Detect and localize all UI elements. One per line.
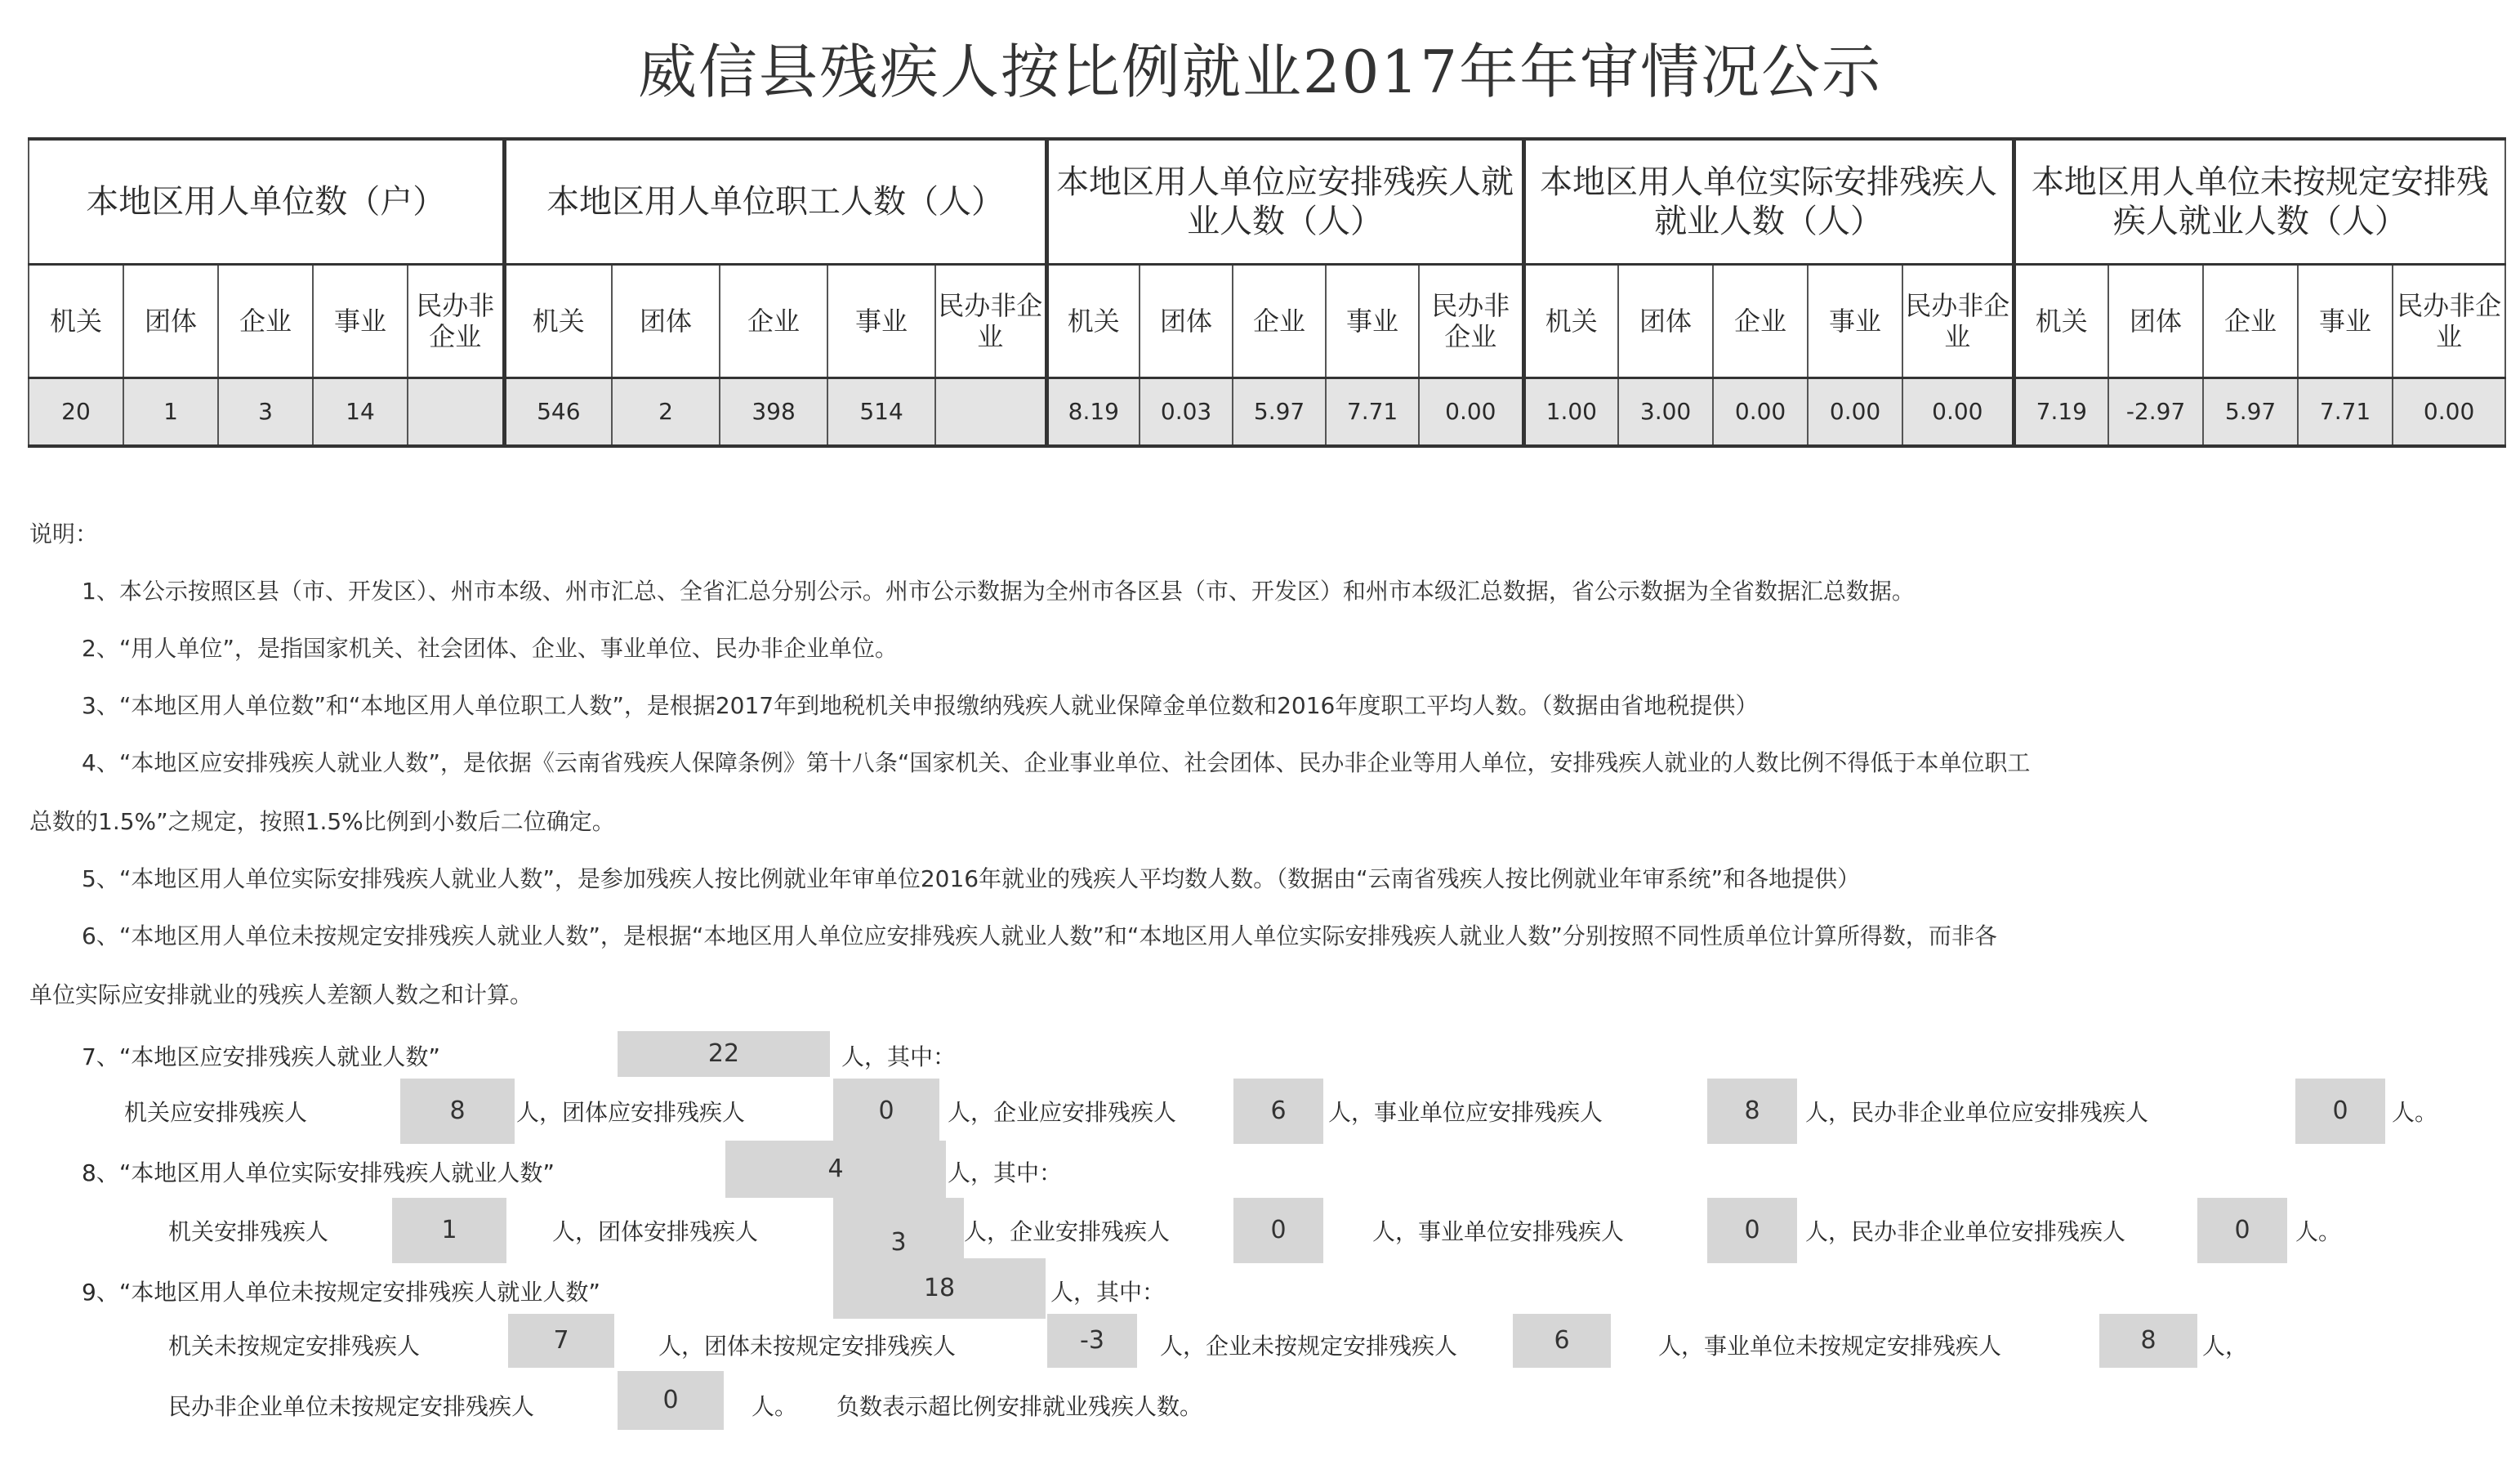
sub-header-row — [29, 265, 2505, 378]
sub-header-cell: 民办非企业 — [1419, 265, 1523, 378]
group-header-row — [29, 139, 2505, 265]
group-header-4: 本地区用人单位实际安排残疾人就业人数（人） — [1523, 139, 2014, 265]
sub-header-cell: 团体 — [123, 265, 218, 378]
sub-header-cell: 机关 — [504, 265, 612, 378]
group-header-1: 本地区用人单位数（户） — [29, 139, 504, 265]
sub-header-cell: 民办非企业 — [1902, 265, 2014, 378]
s7-item1-field: 8 — [400, 1079, 515, 1144]
s9-end: 人。 — [752, 1393, 798, 1420]
s7-item2-label: 人，团体应安排残疾人 — [516, 1099, 746, 1126]
group-header-2: 本地区用人单位职工人数（人） — [504, 139, 1046, 265]
s7-label: 7、“本地区应安排残疾人就业人数” — [82, 1043, 440, 1070]
value-cell: 3.00 — [1618, 378, 1713, 447]
value-cell: 546 — [504, 378, 612, 447]
value-cell: 1.00 — [1523, 378, 1618, 447]
s9-item5-field: 0 — [618, 1371, 724, 1430]
value-cell — [935, 378, 1046, 447]
value-cell: 0.03 — [1140, 378, 1233, 447]
sub-header-cell: 事业 — [313, 265, 408, 378]
s8-item3-field: 0 — [1233, 1198, 1323, 1263]
note-1: 1、本公示按照区县（市、开发区）、州市本级、州市汇总、全省汇总分别公示。州市公示数据为全州市各区县（市、开发区）和州市本级汇总数据，省公示数据为全省数据汇总数据。 — [82, 578, 1915, 605]
s7-item3-field: 6 — [1233, 1079, 1323, 1144]
s9-item5-label: 民办非企业单位未按规定安排残疾人 — [168, 1393, 535, 1420]
s8-suffix: 人，其中： — [948, 1159, 1063, 1186]
sub-header-cell: 机关 — [1046, 265, 1140, 378]
sub-header-cell: 企业 — [720, 265, 827, 378]
s7-item3-label: 人，企业应安排残疾人 — [948, 1099, 1177, 1126]
note-6: 6、“本地区用人单位未按规定安排残疾人就业人数”，是根据“本地区用人单位应安排残疾人就业人数”和“本地区用人单位实际安排残疾人就业人数”分别按照不同性质单位计算所得数，而非各 — [82, 922, 1997, 949]
sub-header-cell: 企业 — [1233, 265, 1326, 378]
s9-item4-end: 人， — [2202, 1333, 2249, 1360]
notes-heading: 说明： — [29, 520, 99, 547]
sub-header-cell: 企业 — [1713, 265, 1808, 378]
sub-header-cell: 事业 — [827, 265, 935, 378]
stats-table — [28, 137, 2506, 448]
note-3: 3、“本地区用人单位数”和“本地区用人单位职工人数”，是根据2017年到地税机关申报缴纳残疾人就业保障金单位数和2016年度职工平均人数。（数据由省地税提供） — [82, 692, 1759, 719]
value-cell: 3 — [218, 378, 313, 447]
value-cell: 0.00 — [2393, 378, 2505, 447]
s8-label: 8、“本地区用人单位实际安排残疾人就业人数” — [82, 1159, 555, 1186]
s7-item5-field: 0 — [2295, 1079, 2385, 1144]
value-cell: 398 — [720, 378, 827, 447]
value-cell: 2 — [612, 378, 720, 447]
s7-end: 人。 — [2392, 1099, 2438, 1126]
s9-note: 负数表示超比例安排就业残疾人数。 — [836, 1393, 1203, 1420]
sub-header-cell: 企业 — [218, 265, 313, 378]
s9-suffix: 人，其中： — [1050, 1279, 1166, 1306]
s7-suffix: 人，其中： — [841, 1043, 957, 1070]
value-cell: 514 — [827, 378, 935, 447]
s7-total-field: 22 — [618, 1031, 830, 1077]
group-header-3: 本地区用人单位应安排残疾人就业人数（人） — [1046, 139, 1523, 265]
s8-item2-label: 人，团体安排残疾人 — [552, 1218, 759, 1245]
s8-total-field: 4 — [725, 1141, 946, 1198]
note-6-cont: 单位实际应安排就业的残疾人差额人数之和计算。 — [29, 981, 533, 1008]
s9-total-field: 18 — [833, 1258, 1046, 1319]
note-2: 2、“用人单位”，是指国家机关、社会团体、企业、事业单位、民办非企业单位。 — [82, 635, 898, 662]
value-cell: 7.19 — [2014, 378, 2108, 447]
value-cell: 8.19 — [1046, 378, 1140, 447]
sub-header-cell: 事业 — [1808, 265, 1902, 378]
s9-item4-field: 8 — [2099, 1314, 2197, 1368]
s9-item1-label: 机关未按规定安排残疾人 — [168, 1333, 421, 1360]
s8-item4-label: 人，事业单位安排残疾人 — [1372, 1218, 1625, 1245]
s8-item3-label: 人，企业安排残疾人 — [964, 1218, 1171, 1245]
s7-item2-field: 0 — [833, 1079, 939, 1144]
s7-item1-label: 机关应安排残疾人 — [124, 1099, 308, 1126]
s9-item4-label: 人，事业单位未按规定安排残疾人 — [1658, 1333, 2002, 1360]
s8-item5-field: 0 — [2197, 1198, 2287, 1263]
value-cell — [408, 378, 504, 447]
sub-header-cell: 团体 — [2108, 265, 2203, 378]
value-cell: 0.00 — [1808, 378, 1902, 447]
note-4: 4、“本地区应安排残疾人就业人数”，是依据《云南省残疾人保障条例》第十八条“国家机关、企业事业单位、社会团体、民办非企业等用人单位，安排残疾人就业的人数比例不得低于本单位职工 — [82, 749, 2031, 776]
group-header-5: 本地区用人单位未按规定安排残疾人就业人数（人） — [2014, 139, 2505, 265]
s9-item3-field: 6 — [1513, 1314, 1611, 1368]
note-4-cont: 总数的1.5%”之规定，按照1.5%比例到小数后二位确定。 — [29, 808, 615, 835]
value-cell: 5.97 — [1233, 378, 1326, 447]
sub-header-cell: 民办非企业 — [935, 265, 1046, 378]
s9-item1-field: 7 — [508, 1314, 614, 1368]
sub-header-cell: 事业 — [1326, 265, 1419, 378]
s9-item2-label: 人，团体未按规定安排残疾人 — [658, 1333, 957, 1360]
sub-header-cell: 机关 — [2014, 265, 2108, 378]
value-cell: -2.97 — [2108, 378, 2203, 447]
s9-label: 9、“本地区用人单位未按规定安排残疾人就业人数” — [82, 1279, 600, 1306]
note-5: 5、“本地区用人单位实际安排残疾人就业人数”，是参加残疾人按比例就业年审单位2016年就业的残疾人平均数人数。（数据由“云南省残疾人按比例就业年审系统”和各地提供） — [82, 865, 1861, 892]
s7-item4-field: 8 — [1707, 1079, 1797, 1144]
sub-header-cell: 机关 — [29, 265, 123, 378]
sub-header-cell: 团体 — [612, 265, 720, 378]
sub-header-cell: 民办非企业 — [408, 265, 504, 378]
value-cell: 5.97 — [2203, 378, 2298, 447]
value-cell: 7.71 — [1326, 378, 1419, 447]
value-cell: 0.00 — [1902, 378, 2014, 447]
sub-header-cell: 机关 — [1523, 265, 1618, 378]
sub-header-cell: 民办非企业 — [2393, 265, 2505, 378]
s7-item4-label: 人，事业单位应安排残疾人 — [1328, 1099, 1603, 1126]
sub-header-cell: 事业 — [2298, 265, 2393, 378]
value-cell: 14 — [313, 378, 408, 447]
value-cell: 20 — [29, 378, 123, 447]
value-cell: 7.71 — [2298, 378, 2393, 447]
s8-item4-field: 0 — [1707, 1198, 1797, 1263]
s8-item5-label: 人，民办非企业单位安排残疾人 — [1805, 1218, 2126, 1245]
value-cell: 0.00 — [1713, 378, 1808, 447]
s8-item1-field: 1 — [392, 1198, 506, 1263]
sub-header-cell: 团体 — [1618, 265, 1713, 378]
value-cell: 1 — [123, 378, 218, 447]
sub-header-cell: 企业 — [2203, 265, 2298, 378]
s8-item1-label: 机关安排残疾人 — [168, 1218, 329, 1245]
s9-item3-label: 人，企业未按规定安排残疾人 — [1160, 1333, 1458, 1360]
page-title: 威信县残疾人按比例就业2017年年审情况公示 — [637, 38, 1883, 106]
s8-end: 人。 — [2295, 1218, 2342, 1245]
sub-header-cell: 团体 — [1140, 265, 1233, 378]
s7-item5-label: 人，民办非企业单位应安排残疾人 — [1805, 1099, 2149, 1126]
s8-item2-field: 3 — [833, 1198, 964, 1288]
value-row — [29, 378, 2505, 447]
value-cell: 0.00 — [1419, 378, 1523, 447]
s9-item2-field: -3 — [1047, 1314, 1137, 1368]
